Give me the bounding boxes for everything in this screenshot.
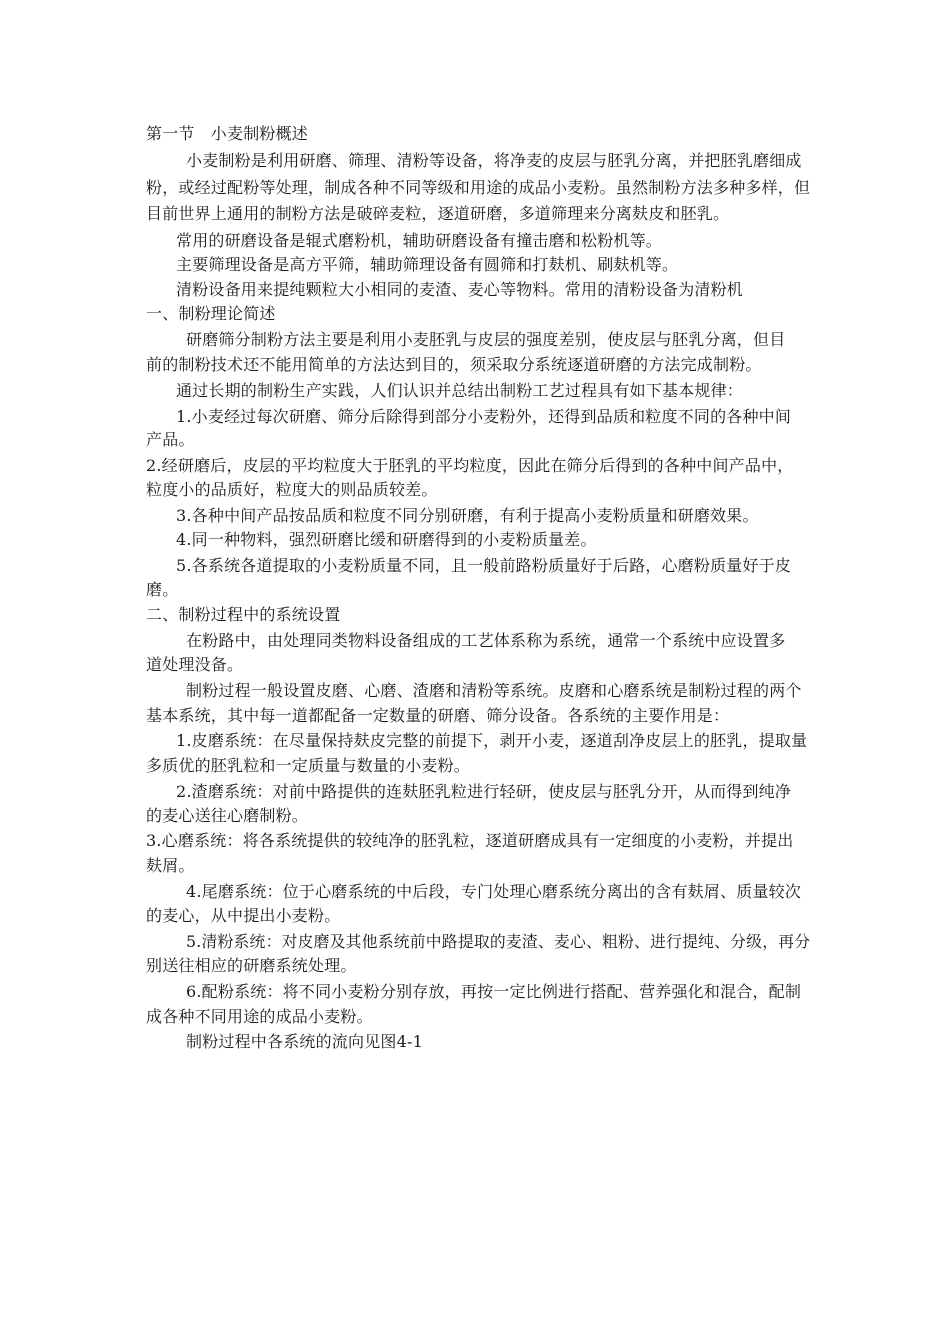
- text-line: 粉，或经过配粉等处理，制成各种不同等级和用途的成品小麦粉。虽然制粉方法多种多样，但: [146, 178, 811, 197]
- text-line: 常用的研磨设备是辊式磨粉机，辅助研磨设备有撞击磨和松粉机等。: [176, 231, 663, 250]
- text-line: 清粉设备用来提纯颗粒大小相同的麦渣、麦心等物料。常用的清粉设备为清粉机: [176, 280, 744, 299]
- figure-reference: 制粉过程中各系统的流向见图4-1: [186, 1032, 423, 1051]
- text-line: 2.渣磨系统：对前中路提供的连麸胚乳粒进行轻研，使皮层与胚乳分开，从而得到纯净: [176, 782, 792, 801]
- text-line: 产品。: [146, 430, 195, 449]
- text-line: 的麦心送往心磨制粉。: [146, 806, 309, 825]
- text-line: 在粉路中，由处理同类物料设备组成的工艺体系称为系统，通常一个系统中应设置多: [186, 631, 786, 650]
- text-line: 3.心磨系统：将各系统提供的较纯净的胚乳粒，逐道研磨成具有一定细度的小麦粉，并提出: [146, 831, 794, 850]
- text-line: 研磨筛分制粉方法主要是利用小麦胚乳与皮层的强度差别，使皮层与胚乳分离，但目: [186, 330, 786, 349]
- heading-theory: 一、制粉理论简述: [146, 304, 276, 323]
- section-title: 第一节 小麦制粉概述: [146, 124, 309, 143]
- text-line: 磨。: [146, 580, 179, 599]
- text-line: 1.小麦经过每次研磨、筛分后除得到部分小麦粉外，还得到品质和粒度不同的各种中间: [176, 407, 792, 426]
- text-line: 主要筛理设备是高方平筛，辅助筛理设备有圆筛和打麸机、刷麸机等。: [176, 255, 679, 274]
- text-line: 粒度小的品质好，粒度大的则品质较差。: [146, 480, 438, 499]
- heading-systems: 二、制粉过程中的系统设置: [146, 605, 341, 624]
- text-line: 别送往相应的研磨系统处理。: [146, 956, 357, 975]
- text-line: 6.配粉系统：将不同小麦粉分别存放，再按一定比例进行搭配、营养强化和混合，配制: [186, 982, 802, 1001]
- text-line: 通过长期的制粉生产实践，人们认识并总结出制粉工艺过程具有如下基本规律：: [176, 381, 744, 400]
- text-line: 目前世界上通用的制粉方法是破碎麦粒，逐道研磨，多道筛理来分离麸皮和胚乳。: [146, 204, 730, 223]
- text-line: 的麦心，从中提出小麦粉。: [146, 906, 341, 925]
- text-line: 制粉过程一般设置皮磨、心磨、渣磨和清粉等系统。皮磨和心磨系统是制粉过程的两个: [186, 681, 802, 700]
- text-line: 4.同一种物料，强烈研磨比缓和研磨得到的小麦粉质量差。: [176, 530, 597, 549]
- text-line: 小麦制粉是利用研磨、筛理、清粉等设备，将净麦的皮层与胚乳分离，并把胚乳磨细成: [186, 151, 802, 170]
- text-line: 前的制粉技术还不能用简单的方法达到目的，须采取分系统逐道研磨的方法完成制粉。: [146, 355, 762, 374]
- text-line: 2.经研磨后，皮层的平均粒度大于胚乳的平均粒度，因此在筛分后得到的各种中间产品中，: [146, 456, 794, 475]
- text-line: 3.各种中间产品按品质和粒度不同分别研磨，有利于提高小麦粉质量和研磨效果。: [176, 506, 759, 525]
- text-line: 5.清粉系统：对皮磨及其他系统前中路提取的麦渣、麦心、粗粉、进行提纯、分级，再分: [186, 932, 811, 951]
- text-line: 多质优的胚乳粒和一定质量与数量的小麦粉。: [146, 756, 471, 775]
- text-line: 麸屑。: [146, 856, 195, 875]
- text-line: 基本系统，其中每一道都配备一定数量的研磨、筛分设备。各系统的主要作用是：: [146, 706, 730, 725]
- text-line: 4.尾磨系统：位于心磨系统的中后段，专门处理心磨系统分离出的含有麸屑、质量较次: [186, 882, 802, 901]
- text-line: 道处理没备。: [146, 655, 244, 674]
- text-line: 成各种不同用途的成品小麦粉。: [146, 1007, 373, 1026]
- text-line: 5.各系统各道提取的小麦粉质量不同，且一般前路粉质量好于后路，心磨粉质量好于皮: [176, 556, 792, 575]
- text-line: 1.皮磨系统：在尽量保持麸皮完整的前提下，剥开小麦，逐道刮净皮层上的胚乳，提取量: [176, 731, 808, 750]
